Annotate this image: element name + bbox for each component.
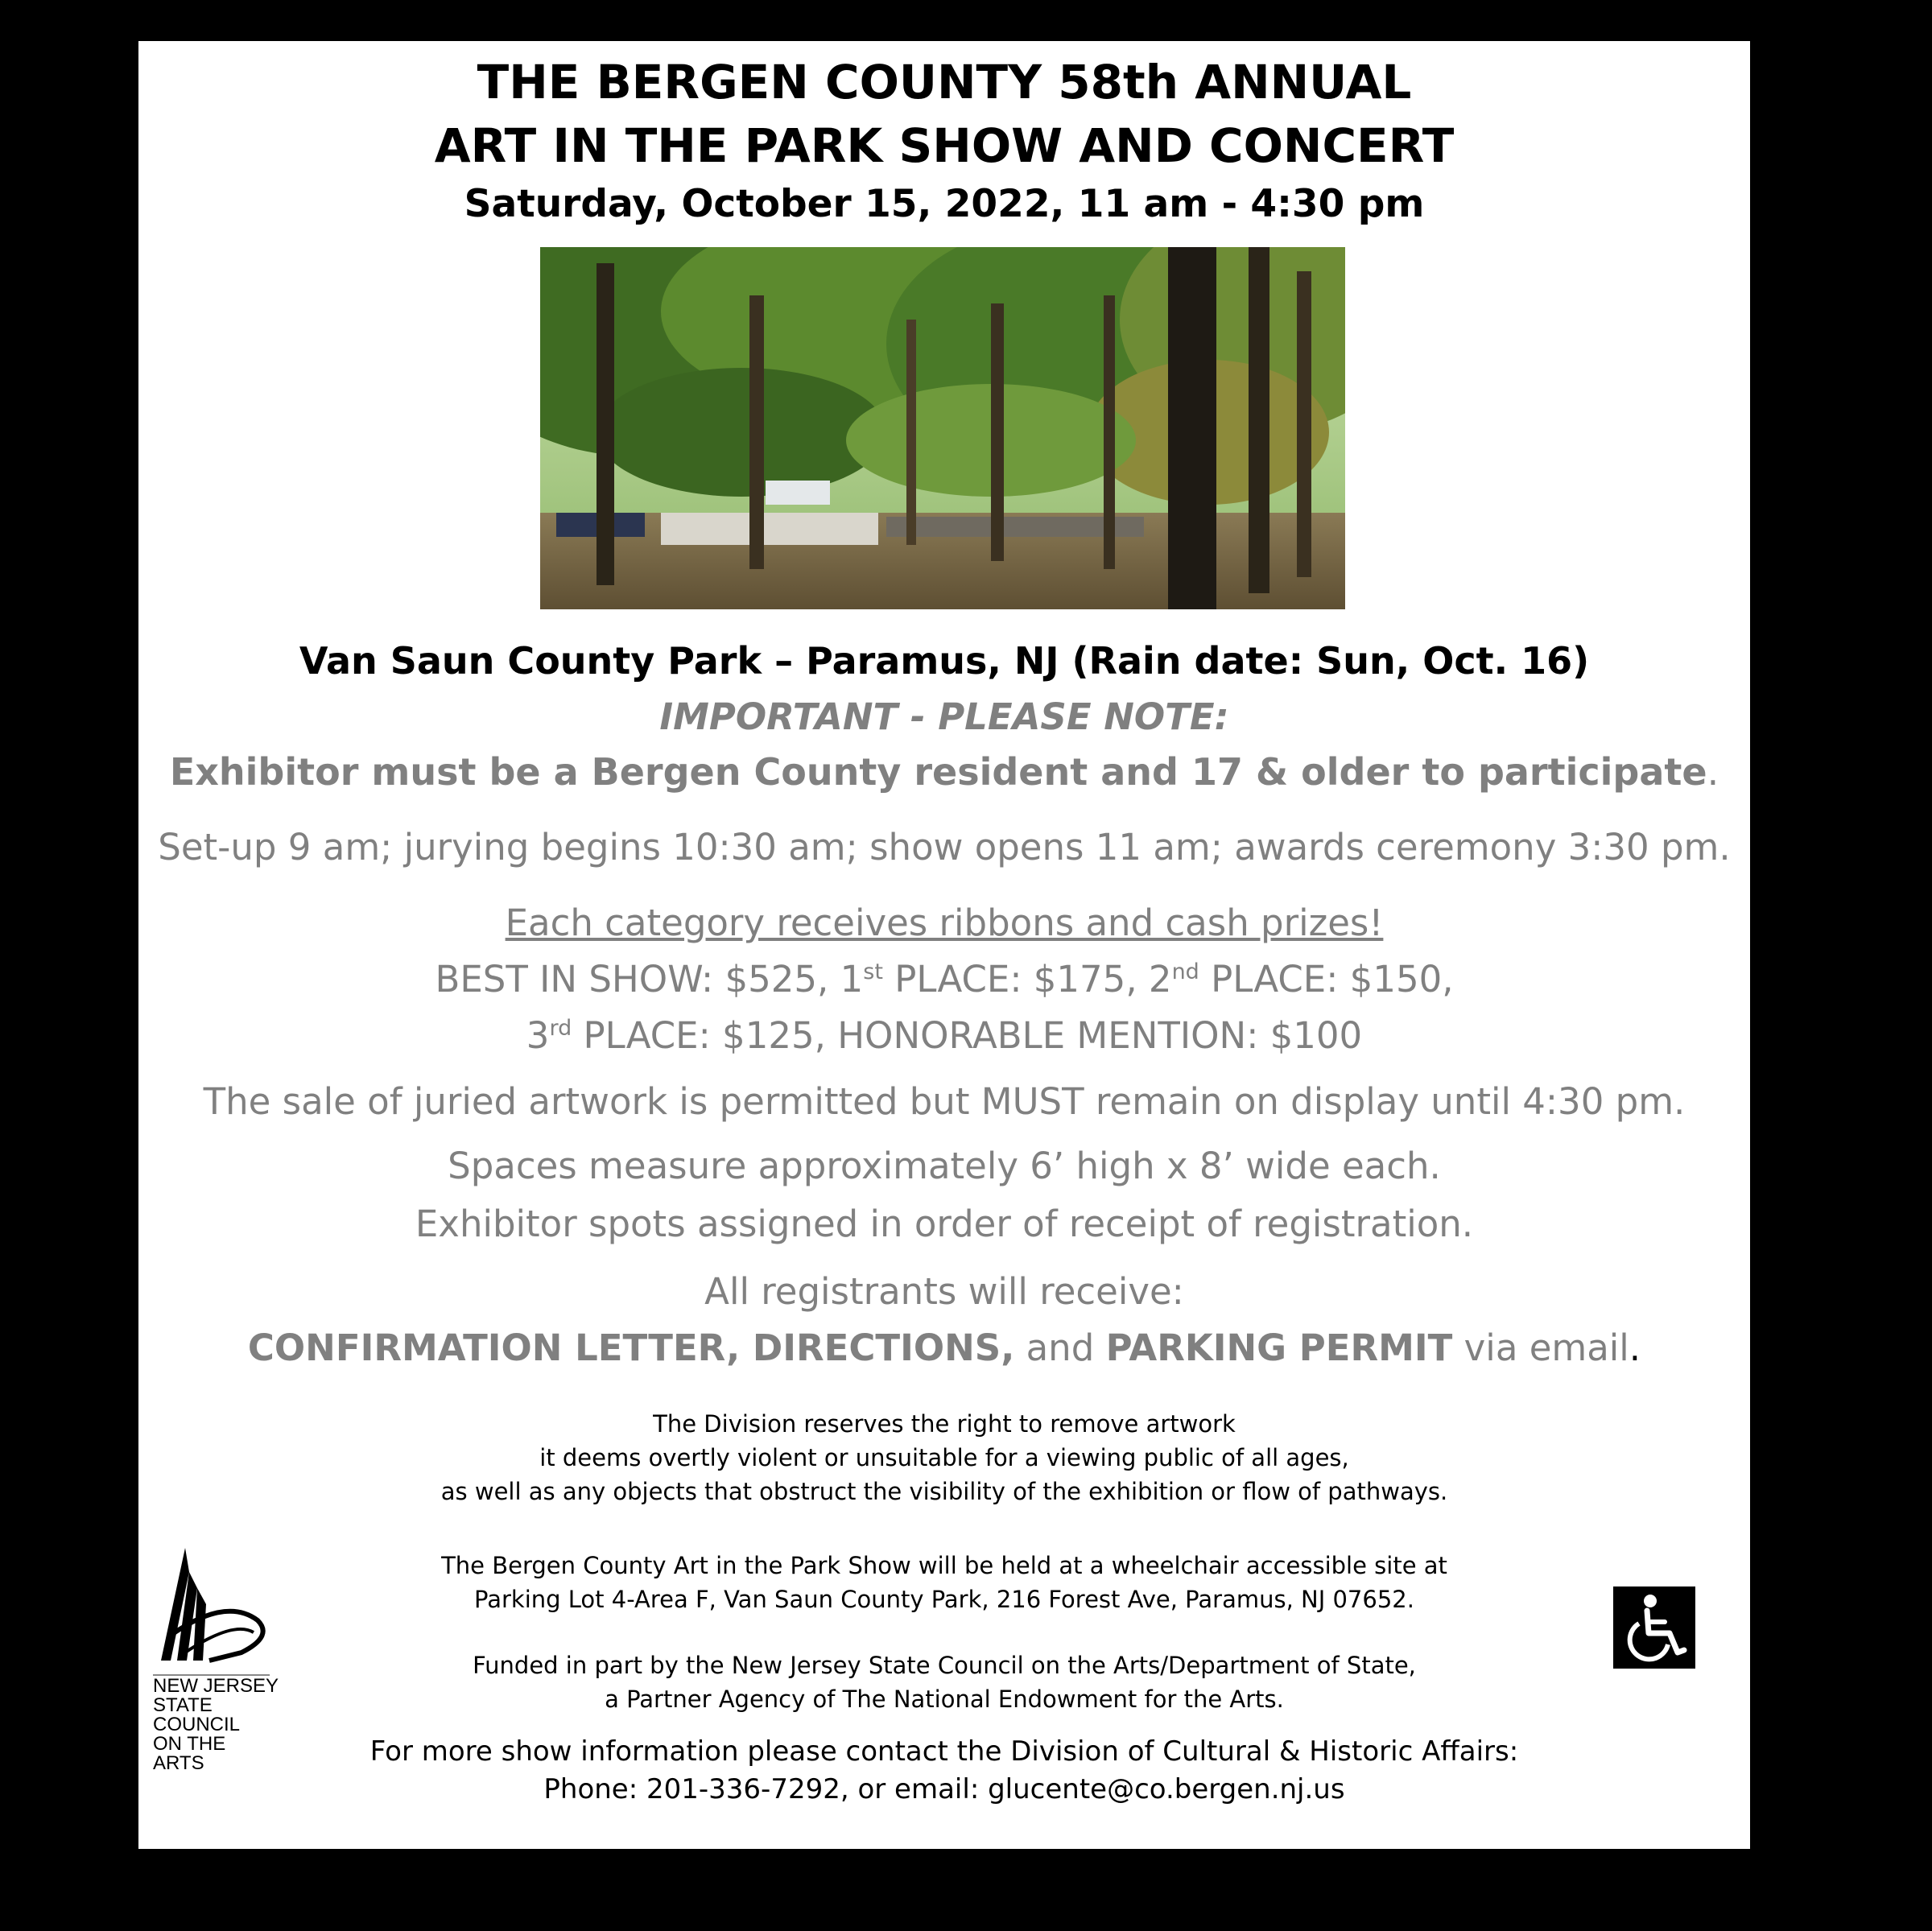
contact-line-2: Phone: 201-336-7292, or email: glucente@co.bergen.nj.us bbox=[543, 1773, 1345, 1805]
important-heading: IMPORTANT - PLEASE NOTE: bbox=[659, 695, 1229, 738]
prizes-heading-text: Each category receives ribbons and cash prizes! bbox=[505, 902, 1384, 944]
reg-via: via email bbox=[1452, 1327, 1629, 1369]
spaces-line: Spaces measure approximately 6’ high x 8’ wide each. bbox=[448, 1145, 1441, 1187]
logo-text-4: ON THE bbox=[153, 1733, 226, 1755]
division-line-1: The Division reserves the right to remove artwork bbox=[653, 1410, 1236, 1438]
title-line-1: THE BERGEN COUNTY 58th ANNUAL bbox=[477, 55, 1412, 109]
access-line-2: Parking Lot 4-Area F, Van Saun County Park, 216 Forest Ave, Paramus, NJ 07652. bbox=[474, 1586, 1414, 1613]
division-line-2: it deems overtly violent or unsuitable for a viewing public of all ages, bbox=[539, 1444, 1349, 1471]
funding-line-2: a Partner Agency of The National Endowment for the Arts. bbox=[605, 1685, 1284, 1713]
title-line-2: ART IN THE PARK SHOW AND CONCERT bbox=[434, 118, 1455, 173]
eligibility-requirement bbox=[138, 750, 1750, 794]
req-part-2: and 17 & older to participate bbox=[1088, 750, 1707, 794]
sup-rd: rd bbox=[549, 1015, 572, 1041]
division-line-3: as well as any objects that obstruct the visibility of the exhibition or flow of pathways. bbox=[440, 1478, 1448, 1505]
logo-text-3: COUNCIL bbox=[153, 1714, 241, 1735]
registrants-line-2 bbox=[138, 1327, 1750, 1369]
logo-text-2: STATE bbox=[153, 1694, 213, 1716]
reg-parking: PARKING PERMIT bbox=[1105, 1327, 1453, 1369]
logo-text-5: ARTS bbox=[153, 1752, 204, 1774]
prize-best: BEST IN SHOW: $525, 1 bbox=[435, 958, 864, 1001]
req-part-1: Exhibitor must be a Bergen County resident bbox=[169, 750, 1088, 794]
contact-line-1: For more show information please contact the Division of Cultural & Historic Affairs: bbox=[369, 1735, 1519, 1768]
logo-text-1: NEW JERSEY bbox=[153, 1675, 279, 1697]
flyer-page bbox=[138, 41, 1750, 1849]
venue-line: Van Saun County Park – Paramus, NJ (Rain date: Sun, Oct. 16) bbox=[299, 639, 1590, 683]
registrants-line-1: All registrants will receive: bbox=[704, 1270, 1184, 1313]
schedule-line: Set-up 9 am; jurying begins 10:30 am; show opens 11 am; awards ceremony 3:30 pm. bbox=[158, 826, 1731, 869]
spots-line: Exhibitor spots assigned in order of receipt of registration. bbox=[415, 1203, 1474, 1245]
wheelchair-icon bbox=[1613, 1586, 1695, 1669]
funding-line-1: Funded in part by the New Jersey State Council on the Arts/Department of State, bbox=[473, 1652, 1416, 1679]
prize-second: PLACE: $150, bbox=[1199, 958, 1454, 1001]
prizes-heading bbox=[138, 902, 1750, 944]
park-photo bbox=[540, 247, 1345, 609]
prizes-line-1 bbox=[138, 958, 1750, 1001]
sup-st: st bbox=[863, 959, 883, 984]
reg-end: . bbox=[1629, 1327, 1641, 1369]
sale-line: The sale of juried artwork is permitted but MUST remain on display until 4:30 pm. bbox=[203, 1080, 1686, 1123]
req-end: . bbox=[1707, 750, 1719, 794]
sup-nd: nd bbox=[1171, 959, 1199, 984]
prize-third-num: 3 bbox=[526, 1014, 550, 1057]
reg-and: and bbox=[1014, 1327, 1106, 1369]
event-date: Saturday, October 15, 2022, 11 am - 4:30 pm bbox=[464, 182, 1425, 226]
prizes-line-2 bbox=[138, 1014, 1750, 1057]
nj-arts-council-text bbox=[153, 1677, 279, 1773]
access-line-1: The Bergen County Art in the Park Show will be held at a wheelchair accessible site at bbox=[441, 1552, 1447, 1579]
prize-first: PLACE: $175, 2 bbox=[882, 958, 1172, 1001]
prize-third: PLACE: $125, HONORABLE MENTION: $100 bbox=[572, 1014, 1363, 1057]
reg-confirmation: CONFIRMATION LETTER, DIRECTIONS, bbox=[247, 1327, 1015, 1369]
